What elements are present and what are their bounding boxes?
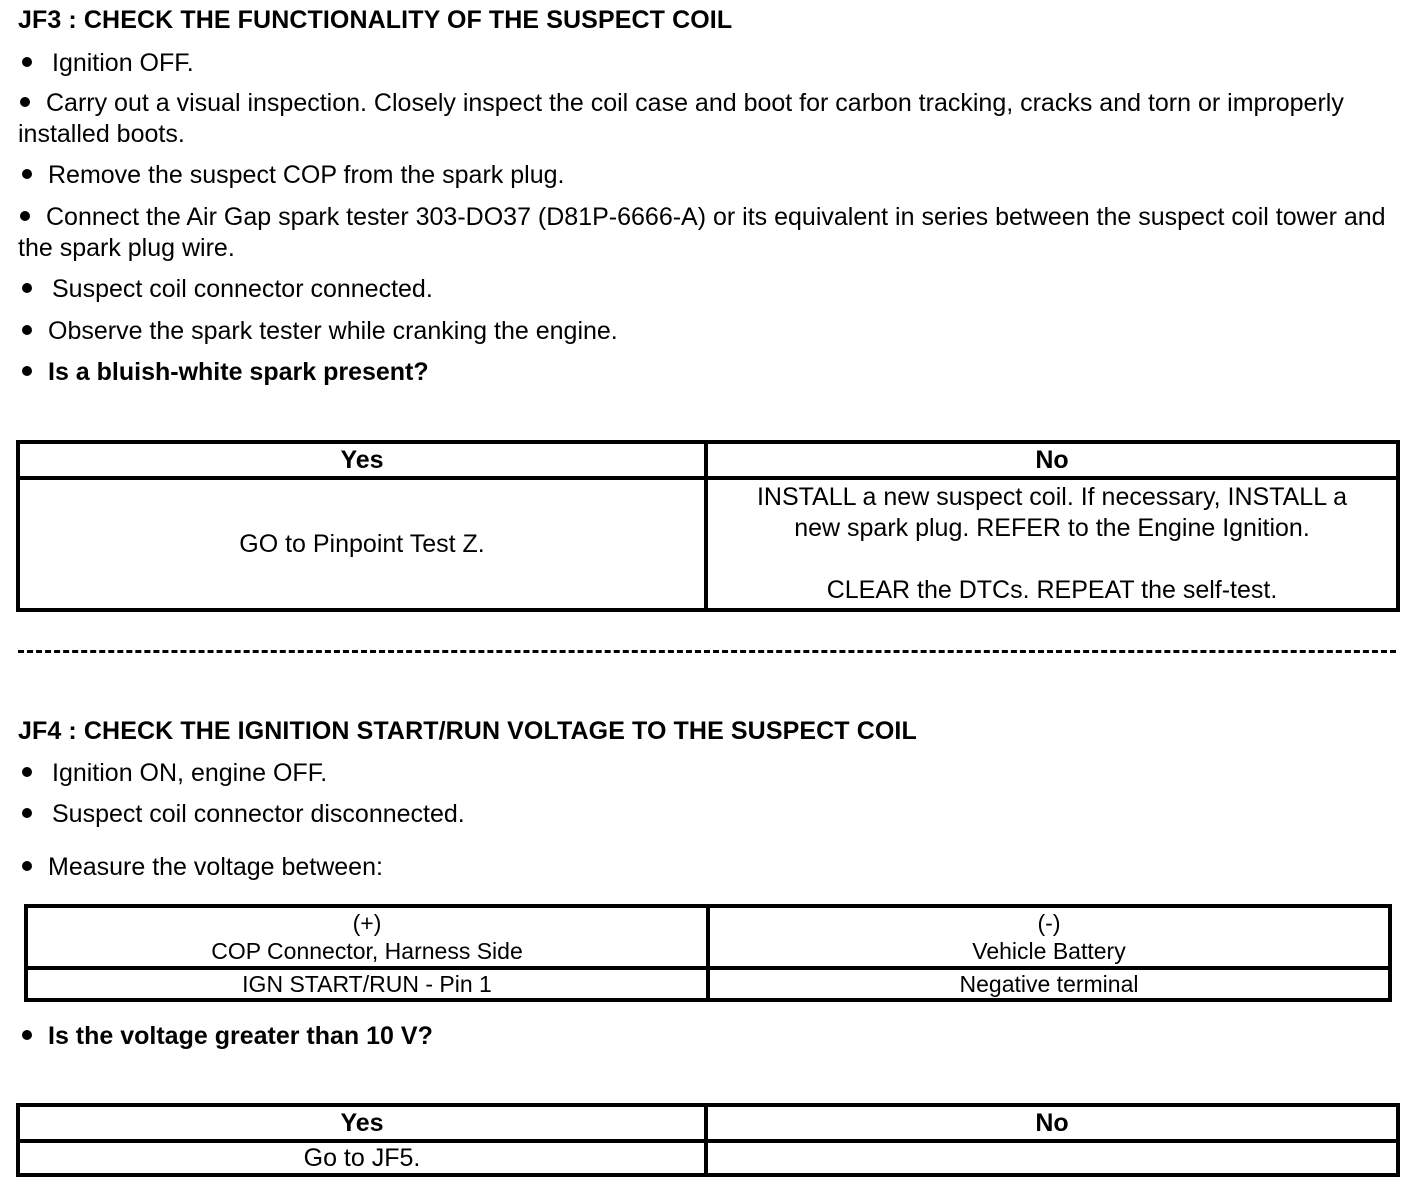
pos-lead-header <box>26 906 708 968</box>
jf4-step-3-text: Measure the voltage between: <box>48 853 383 881</box>
jf3-step-2 <box>18 88 1388 150</box>
jf4-yes-action: Go to JF5. <box>18 1141 706 1175</box>
jf3-step-3 <box>18 160 1388 191</box>
bullet-icon <box>22 169 32 179</box>
jf3-yes-action: GO to Pinpoint Test Z. <box>18 478 706 610</box>
jf3-step-6-text: Observe the spark tester while cranking the engine. <box>48 317 618 345</box>
jf4-no-header: No <box>706 1105 1398 1141</box>
jf3-no-action-line3: CLEAR the DTCs. REPEAT the self-test. <box>826 576 1278 604</box>
jf3-step-2-text: Carry out a visual inspection. Closely inspect the coil case and boot for carbon tracking, cracks and torn or improperly installed boots. <box>18 89 1344 148</box>
jf4-heading: JF4 : CHECK THE IGNITION START/RUN VOLTAGE TO THE SUSPECT COIL <box>18 717 917 745</box>
jf4-question <box>18 1021 1388 1052</box>
bullet-icon <box>22 57 32 67</box>
section-divider <box>18 650 1396 653</box>
bullet-icon <box>20 97 30 107</box>
bullet-icon <box>22 325 32 335</box>
bullet-icon <box>22 366 32 376</box>
neg-lead-header <box>708 906 1390 968</box>
bullet-icon <box>22 283 32 293</box>
jf3-no-action-line2: new spark plug. REFER to the Engine Ignition. <box>794 514 1310 542</box>
jf4-result-table <box>16 1103 1400 1177</box>
bullet-icon <box>22 861 32 871</box>
jf4-no-action <box>706 1141 1398 1175</box>
jf3-heading: JF3 : CHECK THE FUNCTIONALITY OF THE SUSPECT COIL <box>18 6 733 34</box>
jf3-step-4-text: Connect the Air Gap spark tester 303-DO37 (D81P-6666-A) or its equivalent in series between the suspect coil tower and the spark plug wire. <box>18 203 1386 262</box>
neg-lead-value: Negative terminal <box>708 968 1390 1000</box>
pos-lead-value: IGN START/RUN - Pin 1 <box>26 968 708 1000</box>
jf3-question <box>18 357 1388 388</box>
jf4-step-3 <box>18 852 1388 883</box>
pos-label: COP Connector, Harness Side <box>211 938 523 964</box>
jf4-step-2 <box>18 799 1388 830</box>
pos-symbol: (+) <box>352 910 382 936</box>
neg-label: Vehicle Battery <box>972 938 1126 964</box>
jf4-step-2-text: Suspect coil connector disconnected. <box>52 800 465 828</box>
bullet-icon <box>22 767 32 777</box>
jf3-no-action <box>706 478 1398 610</box>
jf3-step-5-text: Suspect coil connector connected. <box>52 275 433 303</box>
bullet-icon <box>22 808 32 818</box>
jf3-step-3-text: Remove the suspect COP from the spark plug. <box>48 161 565 189</box>
jf3-no-header: No <box>706 442 1398 478</box>
jf3-step-4 <box>18 202 1388 264</box>
jf3-step-6 <box>18 316 1388 347</box>
bullet-icon <box>22 1030 32 1040</box>
jf3-result-table <box>16 440 1400 612</box>
jf4-step-1 <box>18 758 1388 789</box>
jf3-step-1 <box>18 48 1388 79</box>
jf3-question-text: Is a bluish-white spark present? <box>48 358 429 386</box>
bullet-icon <box>20 211 30 221</box>
jf3-no-action-line1: INSTALL a new suspect coil. If necessary, INSTALL a <box>756 483 1348 511</box>
jf3-yes-header: Yes <box>18 442 706 478</box>
jf3-step-5 <box>18 274 1388 305</box>
jf4-measure-table <box>24 904 1392 1002</box>
neg-symbol: (-) <box>1037 910 1061 936</box>
jf4-step-1-text: Ignition ON, engine OFF. <box>52 759 328 787</box>
jf4-yes-header: Yes <box>18 1105 706 1141</box>
jf3-step-1-text: Ignition OFF. <box>52 49 194 77</box>
jf4-question-text: Is the voltage greater than 10 V? <box>48 1022 433 1050</box>
